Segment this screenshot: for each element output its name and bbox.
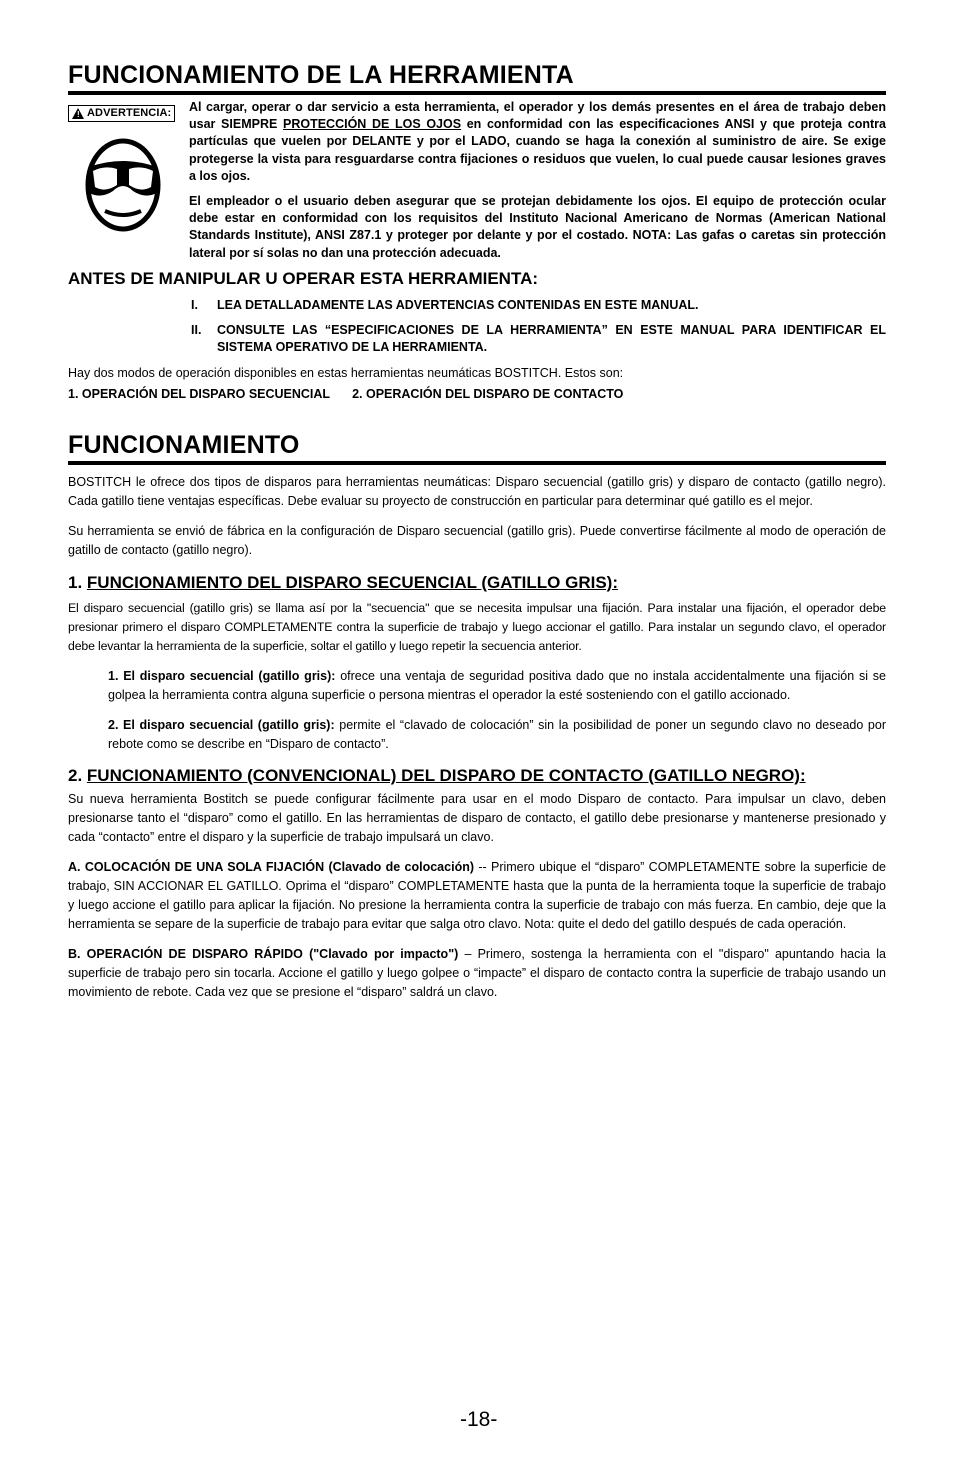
safety-goggles-icon: [83, 137, 163, 233]
warning-badge: [68, 105, 175, 122]
contact-trip-a: A. COLOCACIÓN DE UNA SOLA FIJACIÓN (Clavado de colocación) -- Primero ubique el “disparo” COMPLETAMENTE sobre la superficie de trabajo, SIN ACCIONAR EL GATILLO. Oprima el “disparo” COMPLETAMENTE hasta que la punta de la herramienta toque la superficie de trabajo y luego accione el gatillo para aplicar la fijación. No presione la herramienta contra la superficie de trabajo con más fuerza. En cambio, deje que la herramienta se separe de la superficie de trabajo para evitar que salga otro clavo. Nota: quite el dedo del gatillo después de cada operación.: [68, 860, 886, 931]
warning-paragraph-1: Al cargar, operar o dar servicio a esta herramienta, el operador y los demás presentes en el área de trabajo deben usar SIEMPRE PROTECCIÓN DE LOS OJOS en conformidad con las especificaciones ANSI y que proteja contra partículas que vuelen por DELANTE y por el LADO, cuando se haga la conexión al suministro de aire. Se exige protegerse la vista para resguardarse contra fijaciones o residuos que vuelen, lo cual puede causar lesiones graves a los ojos.: [189, 100, 886, 183]
warning-triangle-icon: !: [72, 108, 84, 119]
eye-protection-warning: [68, 100, 886, 265]
section-title-operation: FUNCIONAMIENTO: [68, 432, 886, 465]
list-item: II. CONSULTE LAS “ESPECIFICACIONES DE LA HERRAMIENTA” EN ESTE MANUAL PARA IDENTIFICAR EL SISTEMA OPERATIVO DE LA HERRAMIENTA.: [191, 323, 886, 354]
eye-protection-emphasis: PROTECCIÓN DE LOS OJOS: [282, 117, 462, 132]
contact-trip-heading: 2. FUNCIONAMIENTO (CONVENCIONAL) DEL DISPARO DE CONTACTO (GATILLO NEGRO):: [68, 766, 806, 785]
modes-line: 1. OPERACIÓN DEL DISPARO SECUENCIAL 2. OPERACIÓN DEL DISPARO DE CONTACTO: [68, 387, 624, 401]
before-operating-heading: ANTES DE MANIPULAR U OPERAR ESTA HERRAMIENTA:: [68, 269, 539, 288]
contact-trip-b: B. OPERACIÓN DE DISPARO RÁPIDO ("Clavado por impacto") – Primero, sostenga la herramienta con el "disparo" apuntando hacia la superficie de trabajo pero sin tocarla. Accione el gatillo y luego golpee o “impacte” el disparo de contacto contra la superficie de trabajo usando un movimiento de rebote. Cada vez que se presione el “disparo” saldrá un clavo.: [68, 947, 887, 999]
instruction-list: [191, 297, 886, 356]
warning-badge-label: ADVERTENCIA:: [87, 107, 172, 119]
manual-page: [68, 62, 886, 1002]
page-number: -18-: [460, 1408, 498, 1431]
sequential-trip-point-2: 2. El disparo secuencial (gatillo gris): permite el “clavado de colocación” sin la posibilidad de poner un segundo clavo no deseado por rebote como se describe en “Disparo de contacto”.: [108, 718, 886, 751]
warning-paragraph-2: El empleador o el usuario deben asegurar que se protejan debidamente los ojos. El equipo de protección ocular debe estar en conformidad con los requisitos del Instituto Nacional Americano de Normas (American National Standards Institute), ANSI Z87.1 y proteger por delante y por el costado. NOTA: Las gafas o caretas sin protección lateral por sí solas no dan una protección adecuada.: [189, 194, 886, 260]
warning-text: [189, 99, 886, 270]
intro-paragraph-2: Su herramienta se envió de fábrica en la configuración de Disparo secuencial (gatillo gris). Puede convertirse fácilmente al modo de operación de gatillo de contacto (gatillo negro).: [68, 524, 886, 557]
contact-trip-body: Su nueva herramienta Bostitch se puede configurar fácilmente para usar en el modo Disparo de contacto. Para impulsar un clavo, deben presionarse tanto el “disparo” como el gatillo. En las herramientas de disparo de contacto, el gatillo debe presionarse y mantenerse presionado y cada “contacto” entre el disparo y la superficie de trabajo impulsará un clavo.: [68, 792, 886, 844]
section-title-tool-operation: FUNCIONAMIENTO DE LA HERRAMIENTA: [68, 62, 886, 95]
sequential-trip-heading: 1. FUNCIONAMIENTO DEL DISPARO SECUENCIAL (GATILLO GRIS):: [68, 573, 619, 592]
modes-intro: Hay dos modos de operación disponibles en estas herramientas neumáticas BOSTITCH. Estos son:: [68, 366, 624, 380]
sequential-trip-body: El disparo secuencial (gatillo gris) se llama así por la "secuencia" que se necesita impulsar una fijación. Para instalar una fijación, el operador debe presionar primero el disparo COMPLETAMENTE contra la superficie de trabajo y luego accionar el gatillo. Para instalar un segundo clavo, el operador debe levantar la herramienta de la superficie, soltar el gatillo y luego repetir la secuencia anterior.: [68, 601, 886, 653]
warning-graphics: [68, 105, 180, 124]
sequential-trip-point-1: 1. El disparo secuencial (gatillo gris): ofrece una ventaja de seguridad positiva dado que no instala accidentalmente una fijación si se golpea la herramienta contra alguna superficie o persona mientras el operador la esté sosteniendo con el gatillo accionado.: [108, 669, 886, 702]
intro-paragraph-1: BOSTITCH le ofrece dos tipos de disparos para herramientas neumáticas: Disparo secuencial (gatillo gris) y disparo de contacto (gatillo negro). Cada gatillo tiene ventajas específicas. Debe evaluar su proyecto de construcción en particular para determinar qué gatillo es el mejor.: [68, 475, 886, 508]
list-item: I. LEA DETALLADAMENTE LAS ADVERTENCIAS CONTENIDAS EN ESTE MANUAL.: [191, 298, 699, 312]
